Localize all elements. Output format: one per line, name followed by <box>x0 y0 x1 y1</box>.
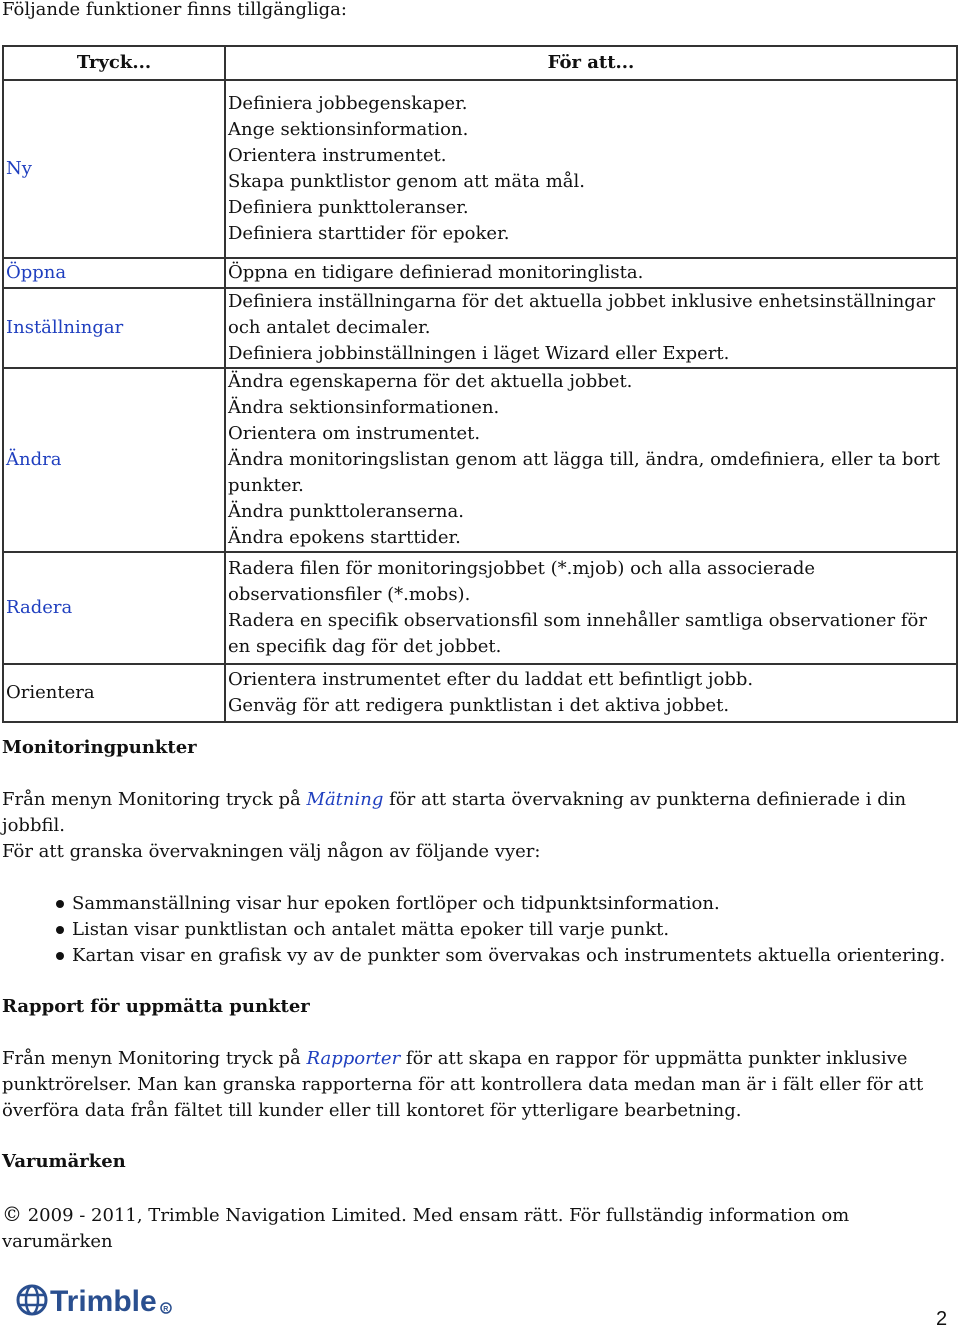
description-line: Genväg för att redigera punktlistan i det aktiva jobbet. <box>228 695 730 716</box>
description-line: Orientera instrumentet. <box>228 145 447 166</box>
function-link-radera[interactable]: Radera <box>6 597 73 618</box>
description-cell <box>225 288 957 368</box>
trademarks-heading: Varumärken <box>2 1151 126 1172</box>
reports-link[interactable]: Rapporter <box>306 1048 401 1069</box>
list-item: Sammanställning visar hur epoken fortlöper och tidpunktsinformation. <box>50 891 945 917</box>
copyright-text: 2009 - 2011, Trimble Navigation Limited. Med ensam rätt. För fullständig information om varumärken <box>2 1205 850 1252</box>
description-line: Radera filen för monitoringsjobbet (*.mjob) och alla associerade observationsfiler (*.mobs). <box>228 558 816 605</box>
table-header-row <box>3 46 957 80</box>
functions-table <box>2 45 958 723</box>
list-item: Kartan visar en grafisk vy av de punkter som övervakas och instrumentets aktuella orientering. <box>50 943 945 969</box>
monitoring-text-before: Från menyn Monitoring tryck på <box>2 789 307 810</box>
table-row <box>3 258 957 288</box>
description-line: Definiera inställningarna för det aktuella jobbet inklusive enhetsinställningar och antalet decimaler. <box>228 291 936 338</box>
description-line: Ändra monitoringslistan genom att lägga till, ändra, omdefiniera, eller ta bort punkter. <box>228 449 941 496</box>
report-text-before: Från menyn Monitoring tryck på <box>2 1048 307 1069</box>
description-line: Skapa punktlistor genom att mäta mål. <box>228 171 586 192</box>
function-label-orientera: Orientera <box>6 682 95 703</box>
report-heading: Rapport för uppmätta punkter <box>2 996 310 1017</box>
globe-icon <box>18 1286 46 1314</box>
description-line: Ändra egenskaperna för det aktuella jobbet. <box>228 371 633 392</box>
report-text-after: för att skapa en rappor för uppmätta punkter inklusive punktrörelser. Man kan granska rapporterna för att kontrollera data medan man är i fält eller för att överföra data från fältet till kunder eller till kontoret för ytterligare bearbetning. <box>2 1048 924 1121</box>
description-cell <box>225 664 957 722</box>
function-link-andra[interactable]: Ändra <box>6 449 62 470</box>
description-line: Orientera om instrumentet. <box>228 423 481 444</box>
copyright-line <box>2 1201 960 1255</box>
views-list <box>50 891 945 969</box>
table-row <box>3 368 957 552</box>
description-line: Ändra punkttoleranserna. <box>228 501 464 522</box>
function-link-ny[interactable]: Ny <box>6 158 32 179</box>
registered-icon <box>161 1303 171 1313</box>
function-cell <box>3 368 225 552</box>
list-item: Listan visar punktlistan och antalet mätta epoker till varje punkt. <box>50 917 945 943</box>
table-row <box>3 288 957 368</box>
description-cell <box>225 552 957 664</box>
description-line: Ändra epokens starttider. <box>228 527 461 548</box>
function-cell <box>3 664 225 722</box>
intro-text: Följande funktioner finns tillgängliga: <box>2 0 347 20</box>
description-cell <box>225 80 957 258</box>
table-row <box>3 664 957 722</box>
description-line: Definiera starttider för epoker. <box>228 223 510 244</box>
copyright-symbol: © <box>2 1202 22 1226</box>
description-cell <box>225 258 957 288</box>
description-line: Definiera jobbinställningen i läget Wizard eller Expert. <box>228 343 730 364</box>
function-cell <box>3 80 225 258</box>
trimble-logo <box>16 1282 176 1318</box>
logo-wordmark: Trimble <box>50 1285 157 1318</box>
function-cell <box>3 258 225 288</box>
description-line: Definiera jobbegenskaper. <box>228 93 468 114</box>
function-link-oppna[interactable]: Öppna <box>6 262 67 283</box>
svg-text:R: R <box>163 1306 169 1313</box>
page-number: 2 <box>936 1308 948 1330</box>
description-cell <box>225 368 957 552</box>
report-paragraph <box>2 1046 942 1124</box>
monitoring-text-after: för att starta övervakning av punkterna definierade i din jobbfil. <box>2 789 907 836</box>
description-line: Öppna en tidigare definierad monitoringlista. <box>228 262 644 283</box>
description-line: Ange sektionsinformation. <box>228 119 469 140</box>
column-header-press: Tryck... <box>3 46 225 80</box>
table-row <box>3 552 957 664</box>
table-row <box>3 80 957 258</box>
function-cell <box>3 288 225 368</box>
function-cell <box>3 552 225 664</box>
function-link-installningar[interactable]: Inställningar <box>6 317 124 338</box>
description-line: Definiera punkttoleranser. <box>228 197 469 218</box>
monitoring-heading: Monitoringpunkter <box>2 737 197 758</box>
column-header-purpose: För att... <box>225 46 957 80</box>
measure-link[interactable]: Mätning <box>306 789 384 810</box>
description-line: Orientera instrumentet efter du laddat ett befintligt jobb. <box>228 669 754 690</box>
description-line: Ändra sektionsinformationen. <box>228 397 500 418</box>
description-line: Radera en specifik observationsfil som innehåller samtliga observationer för en specifik dag för det jobbet. <box>228 610 927 657</box>
monitoring-paragraph <box>2 787 952 839</box>
views-intro: För att granska övervakningen välj någon av följande vyer: <box>2 841 541 862</box>
